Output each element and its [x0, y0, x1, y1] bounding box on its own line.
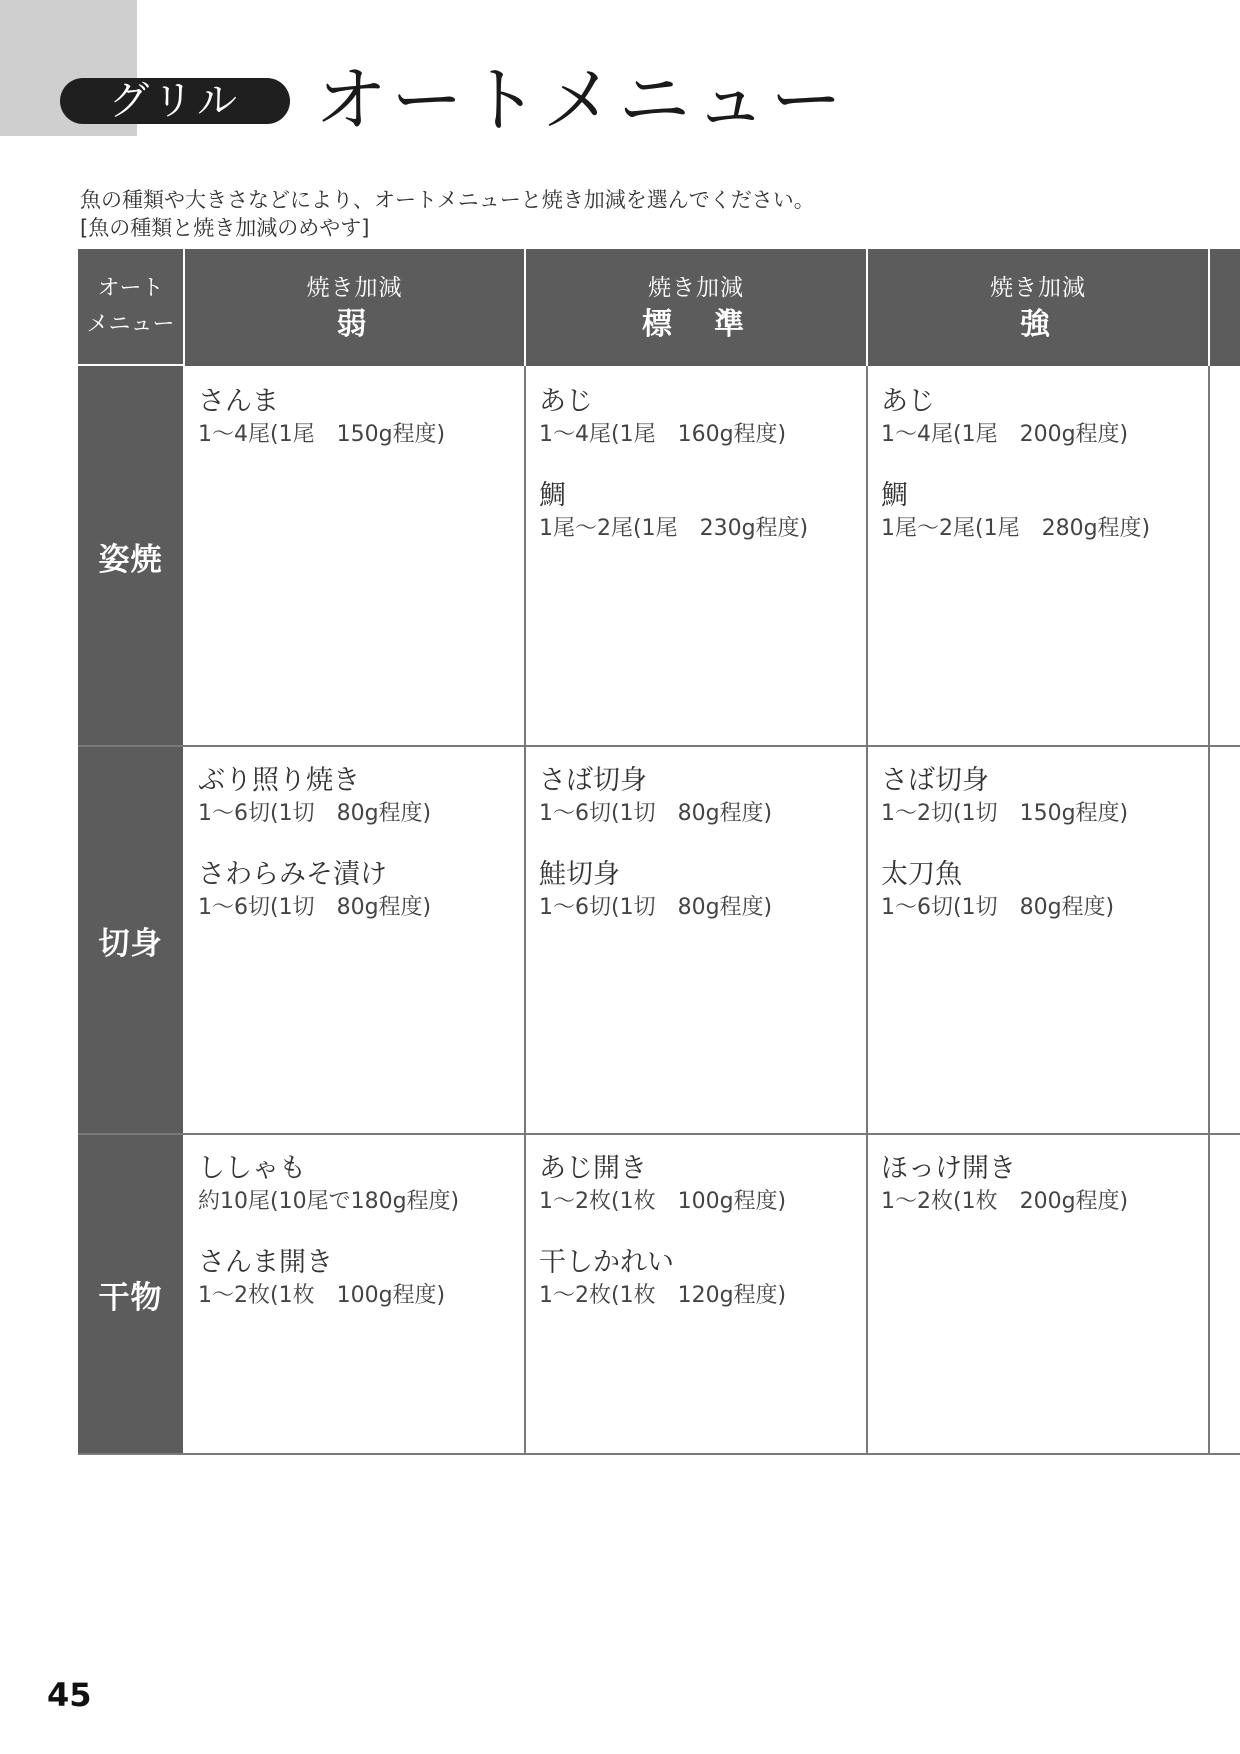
column-subtitle: 焼き加減 [648, 274, 744, 301]
fish-quantity: 約10尾(10尾で180g程度) [198, 1189, 460, 1214]
column-header-weak [185, 249, 524, 366]
fish-quantity: 1〜4尾(1尾 160g程度) [539, 422, 787, 447]
fish-quantity: 1〜2枚(1枚 100g程度) [539, 1189, 787, 1214]
menu-item [881, 1151, 1128, 1217]
section-label: グリル [60, 78, 290, 124]
menu-item [198, 1151, 459, 1217]
fish-name: あじ [881, 386, 935, 417]
fish-name: あじ [539, 386, 593, 417]
menu-item [539, 1151, 786, 1217]
fish-quantity: 1〜2枚(1枚 100g程度) [198, 1283, 446, 1308]
menu-item [539, 1245, 786, 1311]
column-title: 標 準 [642, 306, 750, 342]
column-header-standard [526, 249, 866, 366]
column-divider [866, 366, 868, 1455]
table-cell [881, 384, 1150, 572]
fish-name: 鯛 [539, 480, 566, 511]
fish-quantity: 1〜6切(1切 80g程度) [539, 801, 773, 826]
fish-quantity: 1〜2切(1切 150g程度) [881, 801, 1129, 826]
table-cell [198, 384, 445, 478]
menu-item [198, 857, 431, 923]
intro-line: 魚の種類や大きさなどにより、オートメニューと焼き加減を選んでください。 [80, 188, 815, 212]
fish-quantity: 1〜2枚(1枚 120g程度) [539, 1283, 787, 1308]
fish-quantity: 1〜6切(1切 80g程度) [881, 895, 1115, 920]
page-number: 45 [47, 1676, 92, 1714]
intro-caption: [魚の種類と焼き加減のめやす] [80, 216, 370, 240]
menu-item [881, 857, 1128, 923]
page-title: オートメニュー [315, 58, 847, 142]
row-label-fillet: 切身 [78, 746, 183, 1134]
fish-name: ししゃも [198, 1153, 306, 1184]
fish-name: 干しかれい [539, 1247, 674, 1278]
auto-menu-table [78, 249, 1240, 1455]
fish-quantity: 1〜4尾(1尾 150g程度) [198, 422, 446, 447]
corner-label-line1: オート [97, 275, 164, 301]
fish-quantity: 1〜6切(1切 80g程度) [198, 895, 432, 920]
fish-name: ぶり照り焼き [198, 765, 360, 796]
column-divider [524, 366, 526, 1455]
fish-quantity: 1〜4尾(1尾 200g程度) [881, 422, 1129, 447]
fish-quantity: 1〜2枚(1枚 200g程度) [881, 1189, 1129, 1214]
header-overflow [1210, 249, 1240, 366]
menu-item [539, 478, 808, 544]
menu-item [881, 384, 1150, 450]
row-label-dried: 干物 [78, 1134, 183, 1455]
table-cell [881, 763, 1128, 951]
row-label-whole: 姿焼 [78, 366, 183, 746]
menu-item [198, 1245, 459, 1311]
fish-name: さば切身 [539, 765, 647, 796]
corner-label-line2: メニュー [86, 311, 175, 337]
fish-quantity: 1〜6切(1切 80g程度) [539, 895, 773, 920]
header-corner [78, 249, 183, 366]
column-subtitle: 焼き加減 [990, 274, 1086, 301]
fish-quantity: 1尾〜2尾(1尾 280g程度) [881, 516, 1151, 541]
table-bottom-line [78, 1453, 1240, 1455]
menu-item [881, 763, 1128, 829]
menu-item [539, 857, 772, 923]
fish-name: さわらみそ漬け [198, 859, 387, 890]
table-cell [539, 763, 772, 951]
menu-item [198, 763, 431, 829]
fish-name: さんま開き [198, 1247, 333, 1278]
menu-item [881, 478, 1150, 544]
fish-name: あじ開き [539, 1153, 647, 1184]
fish-name: さんま [198, 386, 279, 417]
table-cell [539, 1151, 786, 1339]
row-divider [78, 1133, 1240, 1135]
table-cell [198, 1151, 459, 1339]
menu-item [539, 763, 772, 829]
table-cell [881, 1151, 1128, 1245]
column-divider [1208, 366, 1210, 1455]
column-title: 強 [1020, 306, 1056, 342]
fish-name: 鯛 [881, 480, 908, 511]
fish-name: ほっけ開き [881, 1153, 1016, 1184]
column-title: 弱 [336, 306, 373, 342]
fish-quantity: 1〜6切(1切 80g程度) [198, 801, 432, 826]
row-divider [78, 745, 1240, 747]
fish-quantity: 1尾〜2尾(1尾 230g程度) [539, 516, 809, 541]
column-subtitle: 焼き加減 [306, 274, 403, 301]
column-header-strong [868, 249, 1208, 366]
table-cell [539, 384, 808, 572]
fish-name: さば切身 [881, 765, 989, 796]
table-cell [198, 763, 431, 951]
menu-item [539, 384, 808, 450]
menu-item [198, 384, 445, 450]
fish-name: 鮭切身 [539, 859, 620, 890]
intro-text [80, 186, 815, 242]
fish-name: 太刀魚 [881, 859, 962, 890]
